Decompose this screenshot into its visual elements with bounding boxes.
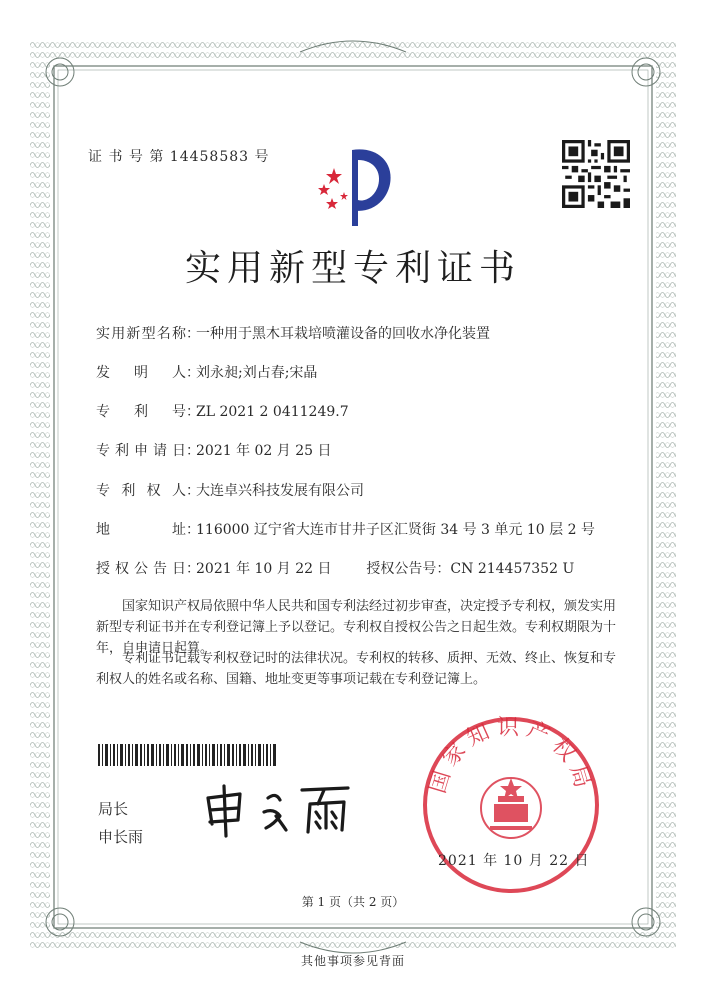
field-label: 专利申请日: [96, 443, 186, 459]
official-seal-stamp: [418, 712, 604, 898]
field-label: 实用新型名称: [96, 326, 186, 342]
barcode-icon: [98, 744, 278, 766]
signatory-title: 局长: [98, 800, 129, 818]
grant-number-value: CN 214457352 U: [450, 561, 575, 577]
field-label: 地址: [96, 522, 186, 538]
qr-code-icon: [562, 140, 630, 208]
seal-date: 2021 年 10 月 22 日: [438, 853, 590, 869]
grant-date-value: 2021 年 10 月 22 日: [196, 561, 332, 577]
seal-text: 国家知识产权局: [425, 715, 597, 797]
field-value: 刘永昶;刘占春;宋晶: [196, 365, 318, 381]
field-label: 专利号: [96, 404, 186, 420]
field-inventors: 发明人：刘永昶;刘占春;宋晶: [96, 362, 317, 382]
field-address: 地址：116000 辽宁省大连市甘井子区汇贤街 34 号 3 单元 10 层 2 号: [96, 519, 595, 539]
field-patentee: 专利权人：大连卓兴科技发展有限公司: [96, 480, 364, 500]
field-application-date: 专利申请日：2021 年 02 月 25 日: [96, 440, 332, 460]
field-label: 授权公告日: [96, 561, 186, 577]
field-value: ZL 2021 2 0411249.7: [196, 404, 349, 420]
field-label: 发明人: [96, 365, 186, 381]
footer-note: 其他事项参见背面: [300, 954, 405, 968]
page-number: 第 1 页（共 2 页）: [301, 895, 405, 909]
field-label: 专利权人: [96, 483, 186, 499]
field-value: 大连卓兴科技发展有限公司: [196, 483, 364, 499]
field-value: 2021 年 02 月 25 日: [196, 443, 332, 459]
field-value: 116000 辽宁省大连市甘井子区汇贤街 34 号 3 单元 10 层 2 号: [196, 522, 595, 538]
field-value: 一种用于黑木耳栽培喷灌设备的回收水净化装置: [196, 326, 490, 342]
field-utility-model-name: 实用新型名称：一种用于黑木耳栽培喷灌设备的回收水净化装置: [96, 323, 490, 343]
grant-number-label: 授权公告号: [366, 561, 437, 577]
body-paragraph-1: 国家知识产权局依照中华人民共和国专利法经过初步审查，决定授予专利权，颁发实用新型专利证书并在专利登记簿上予以登记。专利权自授权公告之日起生效。专利权期限为十年，自申请日起算。: [96, 599, 617, 656]
body-paragraph-2: 专利证书记载专利权登记时的法律状况。专利权的转移、质押、无效、终止、恢复和专利权人的姓名或名称、国籍、地址变更等事项记载在专利登记簿上。: [96, 651, 617, 687]
field-grant-info: 授权公告日：2021 年 10 月 22 日 授权公告号：CN 214457352 U: [96, 558, 574, 578]
certificate-number: 证 书 号 第 14458583 号: [88, 149, 270, 165]
handwritten-signature: [198, 780, 368, 840]
field-patent-number: 专利号：ZL 2021 2 0411249.7: [96, 401, 349, 421]
signatory-name: 申长雨: [98, 828, 144, 846]
patent-office-logo-icon: [312, 140, 402, 230]
page-title: 实用新型专利证书: [184, 248, 521, 289]
